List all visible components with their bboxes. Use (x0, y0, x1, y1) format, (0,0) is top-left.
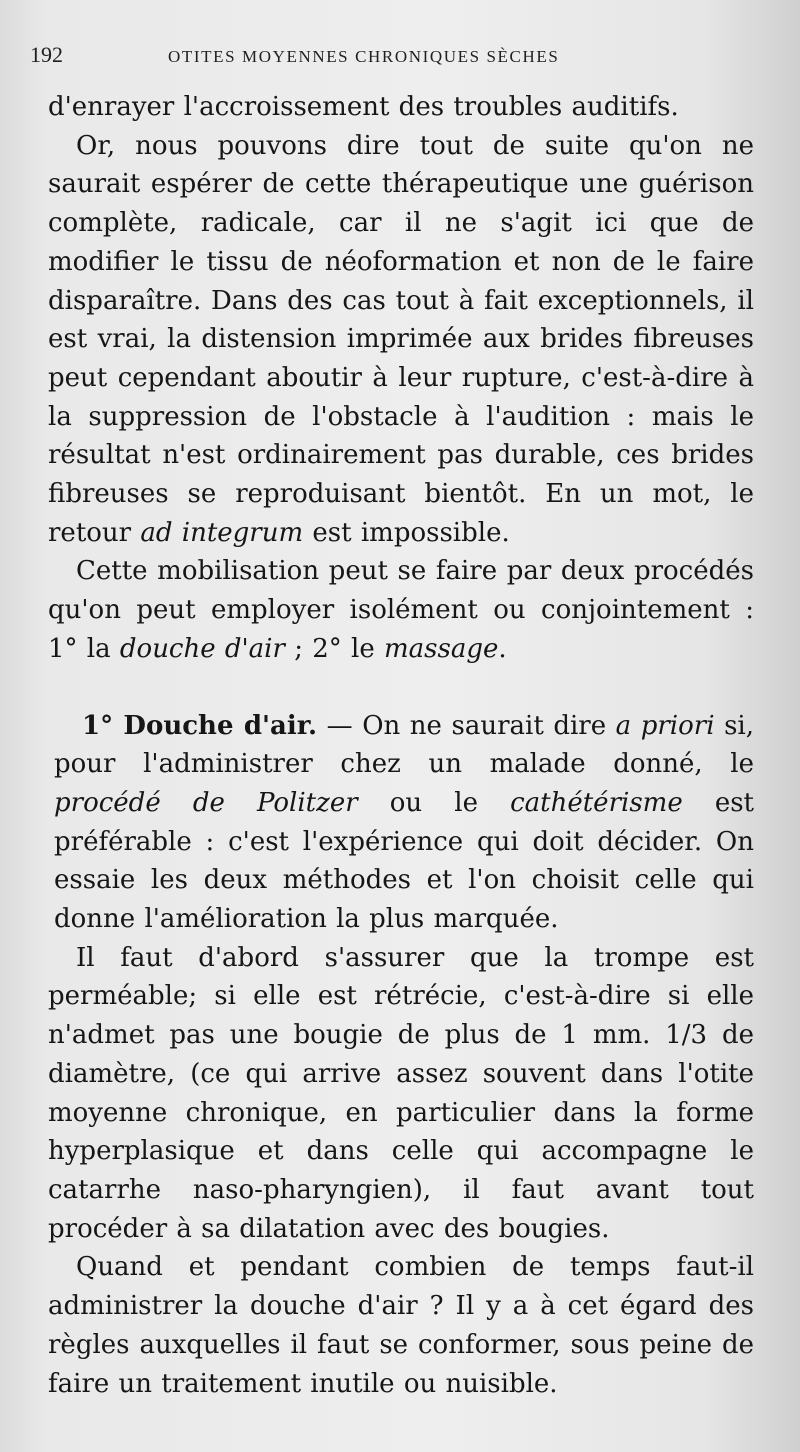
section-heading: 1° Douche d'air. (82, 710, 318, 741)
paragraph-text: . (498, 633, 507, 664)
paragraph-therapeutique (48, 127, 754, 553)
paragraph-text: si, pour l'administrer chez un malade donné, le (54, 710, 754, 780)
paragraph-text: Or, nous pouvons dire tout de suite qu'on ne saurait espérer de cette thérapeutique une guérison complète, radicale, car il ne s'agit ici que de modifier le tissu de néoformation et non de le faire disparaître. Dans des cas tout à fait exceptionnels, il est vrai, la distension imprimée aux brides fibreuses peut cependant aboutir à leur rupture, c'est-à-dire à la suppression de l'obstacle à l'audition : mais le résultat n'est ordinairement pas durable, ces brides fibreuses se reproduisant bientôt. En un mot, le retour (48, 130, 754, 548)
paragraph-text: Il faut d'abord s'assurer que la trompe est perméable; si elle est rétrécie, c'est-à-dire si elle n'admet pas une bougie de plus de 1 mm. 1/3 de diamètre, (ce qui arrive assez souvent dans l'otite moyenne chronique, en particulier dans la forme hyperplasique et dans celle qui accompagne le catarrhe naso-pharyngien), il faut avant tout procéder à sa dilatation avec des bougies. (48, 942, 754, 1244)
paragraph-continuation (48, 88, 754, 127)
paragraph-text: — On ne saurait dire (317, 710, 616, 741)
italic-phrase: cathétérisme (510, 787, 683, 818)
body-text (48, 88, 754, 1403)
italic-phrase: douche d'air (119, 633, 285, 664)
paragraph-text: ; 2° le (284, 633, 384, 664)
italic-phrase: massage (384, 633, 499, 664)
paragraph-text: est préférable : c'est l'expérience qui doit décider. On essaie les deux méthodes et l'on choisit celle qui donne l'amélioration la plus marquée. (54, 787, 754, 935)
page-header (30, 42, 690, 76)
paragraph-douche-dair (48, 707, 754, 939)
running-head: OTITES MOYENNES CHRONIQUES SÈCHES (168, 47, 560, 66)
paragraph-text: est impossible. (303, 517, 510, 548)
page-number: 192 (30, 42, 63, 67)
paragraph-text: d'enrayer l'accroissement des troubles auditifs. (48, 92, 679, 122)
paragraph-text: ou le (357, 787, 511, 818)
italic-phrase: procédé de Politzer (54, 787, 358, 818)
paragraph-quand (48, 1248, 754, 1403)
paragraph-text: Quand et pendant combien de temps faut-il administrer la douche d'air ? Il y a à cet égard des règles auxquelles il faut se conformer, sous peine de faire un traitement inutile ou nuisible. (48, 1252, 754, 1399)
paragraph-trompe (48, 939, 754, 1249)
paragraph-mobilisation (48, 552, 754, 668)
italic-phrase: a priori (615, 710, 715, 741)
italic-phrase: ad integrum (140, 517, 304, 548)
paragraph-text: Cette mobilisation peut se faire par deux procédés qu'on peut employer isolément ou conjointement : 1° la (48, 556, 754, 664)
